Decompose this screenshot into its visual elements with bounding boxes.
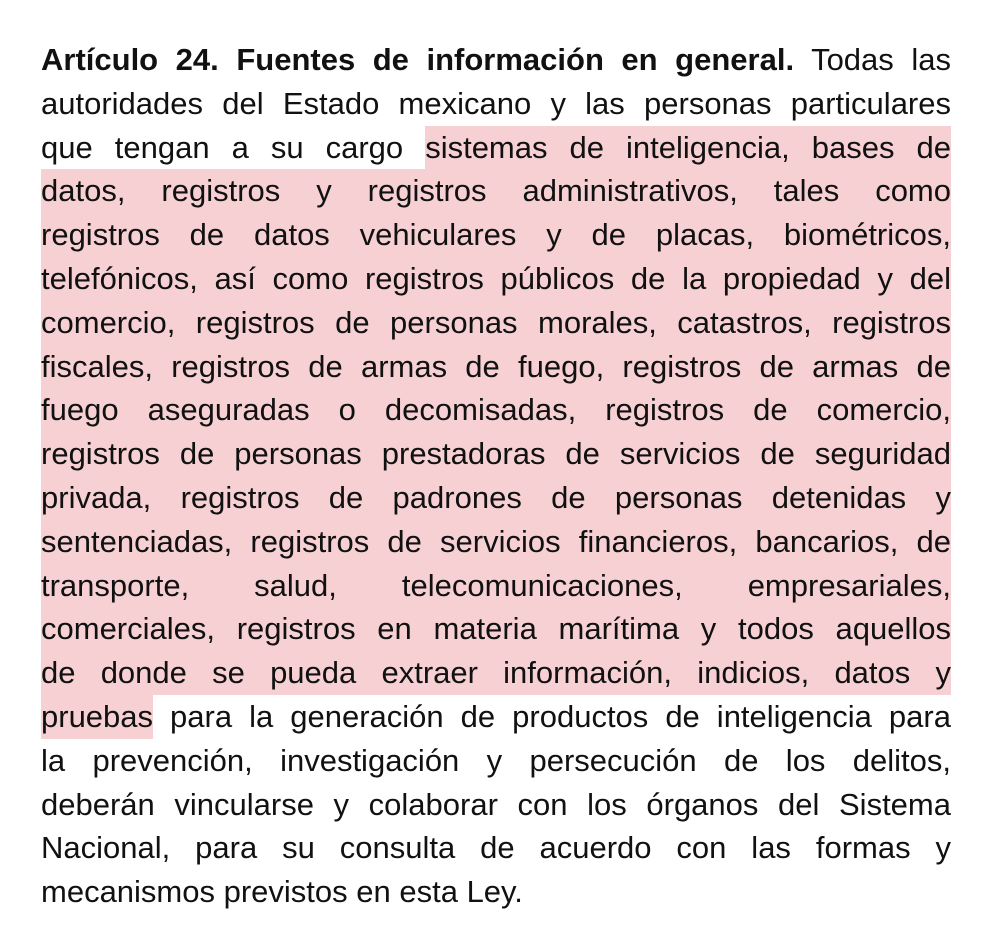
article-line — [41, 607, 951, 651]
article-line — [41, 826, 951, 870]
article-24-document — [41, 38, 951, 914]
article-line — [41, 783, 951, 827]
article-line — [41, 257, 951, 301]
line-text: para la generación de productos de inteligencia para — [170, 698, 951, 734]
highlighted-text: sistemas de inteligencia, bases de — [425, 126, 951, 170]
article-body — [41, 38, 951, 914]
line-text: que tengan a su cargo — [41, 129, 404, 165]
article-line — [41, 651, 951, 695]
article-line — [41, 301, 951, 345]
highlighted-text: comercio, registros de personas morales, catastros, registros — [41, 301, 951, 345]
article-line — [41, 695, 951, 739]
article-line — [41, 870, 951, 914]
article-line — [41, 739, 951, 783]
article-line — [41, 169, 951, 213]
article-line — [41, 82, 951, 126]
line-text: Todas las — [811, 42, 951, 77]
highlighted-text: fuego aseguradas o decomisadas, registros de comercio, — [41, 388, 951, 432]
line-text: deberán vincularse y colaborar con los órganos del Sistema — [41, 786, 951, 822]
article-line — [41, 213, 951, 257]
article-line — [41, 476, 951, 520]
highlighted-text: pruebas — [41, 695, 153, 739]
highlighted-text: sentenciadas, registros de servicios financieros, bancarios, de — [41, 520, 951, 564]
article-line — [41, 432, 951, 476]
article-line — [41, 126, 951, 170]
article-title: Fuentes de información en general. — [236, 42, 795, 77]
highlighted-text: de donde se pueda extraer información, indicios, datos y — [41, 651, 951, 695]
line-text: autoridades del Estado mexicano y las personas particulares — [41, 85, 951, 121]
article-line — [41, 388, 951, 432]
article-line — [41, 564, 951, 608]
line-text: Nacional, para su consulta de acuerdo con las formas y — [41, 830, 951, 866]
highlighted-text: registros de datos vehiculares y de placas, biométricos, — [41, 213, 951, 257]
highlighted-text: telefónicos, así como registros públicos de la propiedad y del — [41, 257, 951, 301]
article-line — [41, 38, 951, 82]
article-number: Artículo 24. — [41, 42, 219, 77]
highlighted-text: fiscales, registros de armas de fuego, registros de armas de — [41, 345, 951, 389]
highlighted-text: privada, registros de padrones de personas detenidas y — [41, 476, 951, 520]
article-line — [41, 520, 951, 564]
highlighted-text: registros de personas prestadoras de servicios de seguridad — [41, 432, 951, 476]
line-text: mecanismos previstos en esta Ley. — [41, 874, 523, 910]
highlighted-text: transporte, salud, telecomunicaciones, empresariales, — [41, 564, 951, 608]
highlighted-text: datos, registros y registros administrativos, tales como — [41, 169, 951, 213]
line-text: la prevención, investigación y persecución de los delitos, — [41, 742, 951, 778]
article-line — [41, 345, 951, 389]
highlighted-text: comerciales, registros en materia marítima y todos aquellos — [41, 607, 951, 651]
